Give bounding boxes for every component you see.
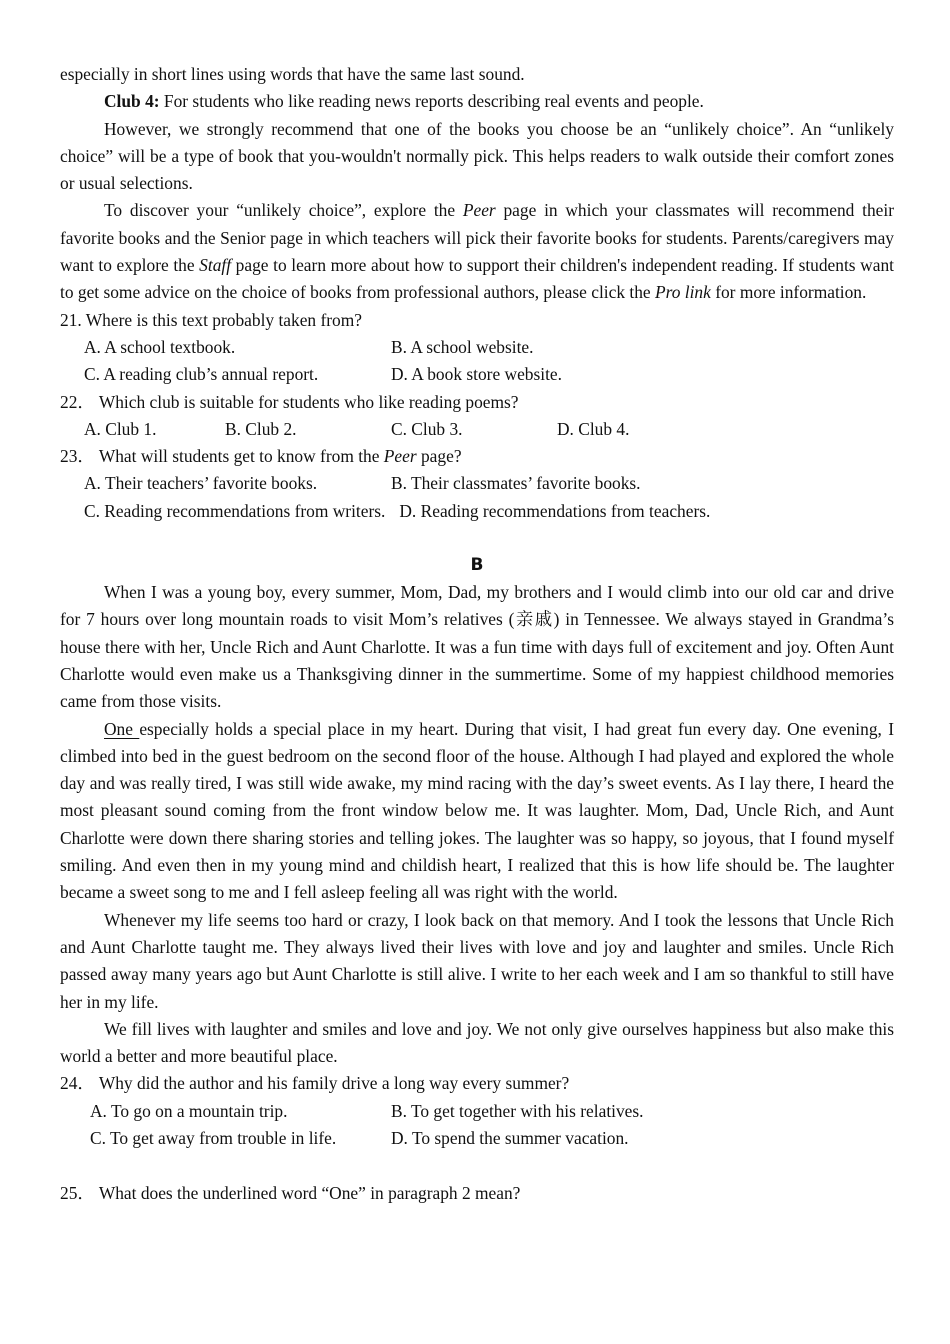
document-page	[60, 61, 894, 1207]
club-4-paragraph	[60, 88, 894, 115]
question-22-stem: 22． Which club is suitable for students who like reading poems?	[60, 391, 519, 412]
question-24-option-b: B. To get together with his relatives.	[391, 1100, 644, 1121]
question-24-option-a: A. To go on a mountain trip.	[90, 1100, 288, 1121]
question-23-stem: 23． What will students get to know from the Peer page?	[60, 446, 462, 467]
question-22-option-b: B. Club 2.	[225, 418, 297, 439]
question-21-option-a: A. A school textbook.	[84, 336, 236, 357]
question-25-stem: 25． What does the underlined word “One” in paragraph 2 mean?	[60, 1182, 521, 1203]
section-b-paragraph-3: Whenever my life seems too hard or crazy, I look back on that memory. And I took the lessons that Uncle Rich and Aunt Charlotte taught me. They always lived their lives with love and joy and laughter and smiles. Uncle Rich passed away many years ago but Aunt Charlotte is still alive. I write to her each week and I am so thankful to still have her in my life.	[60, 909, 894, 1012]
peer-page-term: Peer	[462, 200, 496, 221]
question-22-option-c: C. Club 3.	[391, 418, 463, 439]
question-21-options-row2	[60, 361, 894, 388]
section-b-heading: B	[470, 555, 484, 576]
question-23-option-b: B. Their classmates’ favorite books.	[391, 473, 641, 494]
question-21-stem: 21. Where is this text probably taken from?	[60, 309, 363, 330]
passage-a-paragraph-continued: especially in short lines using words that have the same last sound.	[60, 64, 525, 84]
club-4-text: For students who like reading news reports describing real events and people.	[159, 91, 704, 112]
section-b-paragraph-2: One especially holds a special place in my heart. During that visit, I had great fun every day. One evening, I climbed into bed in the guest bedroom on the second floor of the house. Although I had played and explored the whole day and was really tired, I was still wide awake, my mind racing with the day’s sweet events. As I lay there, I heard the most pleasant sound coming from the front window below me. It was laughter. Mom, Dad, Uncle Rich, and Aunt Charlotte were down there sharing stories and telling jokes. The laughter was so happy, so joyous, that I found myself smiling. And even then in my young mind and childish heart, I realized that this is how life should be. The laughter became a sweet song to me and I fell asleep feeling all was right with the world.	[60, 718, 894, 903]
question-21-options-row1	[60, 334, 894, 361]
section-b-paragraph-4: We fill lives with laughter and smiles and love and joy. We not only give ourselves happiness but also make this world a better and more beautiful place.	[60, 1018, 894, 1067]
question-23-options-row2	[60, 498, 894, 525]
question-22-options	[60, 416, 894, 443]
section-b-paragraph-1: When I was a young boy, every summer, Mom, Dad, my brothers and I would climb into our old car and drive for 7 hours over long mountain roads to visit Mom’s relatives (亲戚) in Tennessee. We always stayed in Grandma’s house there with her, Uncle Rich and Aunt Charlotte. It was a fun time with days full of excitement and joy. Often Aunt Charlotte would even make us a Thanksgiving dinner in the summertime. Some of my happiest childhood memories came from those visits.	[60, 582, 894, 712]
question-21-option-c: C. A reading club’s annual report.	[84, 364, 319, 385]
question-24-stem: 24． Why did the author and his family drive a long way every summer?	[60, 1073, 570, 1094]
question-21-option-d: D. A book store website.	[391, 364, 562, 385]
question-23-options-row1	[60, 470, 894, 497]
question-21-option-b: B. A school website.	[391, 336, 534, 357]
question-22-option-d: D. Club 4.	[557, 418, 630, 439]
underlined-word-one: One	[104, 718, 140, 739]
question-23-option-a: A. Their teachers’ favorite books.	[84, 473, 318, 494]
club-4-label: Club 4:	[104, 91, 160, 112]
blank-line	[60, 1152, 894, 1179]
pro-link-term: Pro link	[654, 282, 711, 303]
question-23-option-c: C. Reading recommendations from writers.	[84, 500, 386, 521]
question-23-option-d: D. Reading recommendations from teachers.	[399, 500, 711, 521]
discover-paragraph: To discover your “unlikely choice”, explore the Peer page in which your classmates will recommend their favorite books and the Senior page in which teachers will pick their favorite books for students. Parents/caregivers may want to explore the Staff page to learn more about how to support their children's independent reading. If students want to get some advice on the choice of books from professional authors, please click the Pro link for more information.	[60, 200, 894, 303]
question-24-options-row2	[60, 1125, 894, 1152]
question-24-option-d: D. To spend the summer vacation.	[391, 1127, 629, 1148]
unlikely-choice-paragraph: However, we strongly recommend that one of the books you choose be an “unlikely choice”. An “unlikely choice” will be a type of book that you-wouldn't normally pick. This helps readers to walk outside their comfort zones or usual selections.	[60, 118, 894, 194]
question-24-options-row1	[60, 1098, 894, 1125]
staff-page-term: Staff	[199, 255, 232, 276]
question-24-option-c: C. To get away from trouble in life.	[90, 1127, 337, 1148]
question-22-option-a: A. Club 1.	[84, 418, 157, 439]
